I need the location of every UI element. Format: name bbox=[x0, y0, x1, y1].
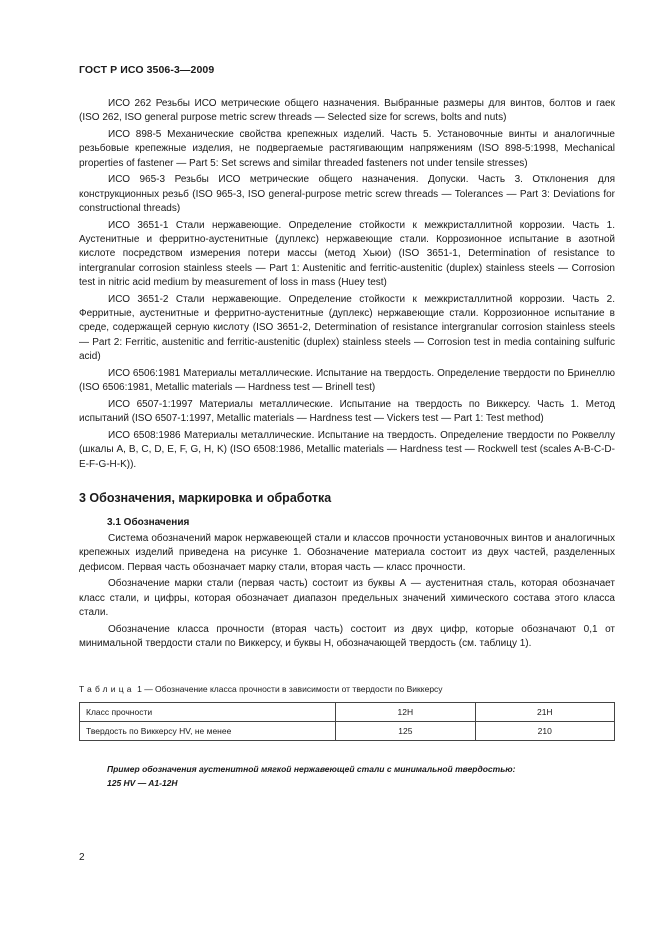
reference-item: ИСО 262 Резьбы ИСО метрические общего назначения. Выбранные размеры для винтов, болтов и гаек (ISO 262, ISO general purpose metric screw threads — Selected size for screws, bolts and nuts) bbox=[79, 98, 615, 124]
table-row bbox=[80, 722, 615, 741]
strength-class-table bbox=[79, 702, 615, 741]
subsection-heading: 3.1 Обозначения bbox=[107, 517, 190, 528]
table-cell: 125 bbox=[336, 722, 475, 741]
paragraph: Обозначение марки стали (первая часть) состоит из буквы А — аустенитная сталь, которая обозначает класс стали, и цифры, которая обозначает диапазон предельных значений химического состава этого класса стали. bbox=[79, 578, 615, 618]
reference-item: ИСО 6507-1:1997 Материалы металлические. Испытание на твердость по Виккерсу. Часть 1. Метод испытаний (ISO 6507-1:1997, Metallic materials — Hardness test — Vickers test — Part 1: Test method) bbox=[79, 398, 615, 425]
table-caption-text: 1 — Обозначение класса прочности в зависимости от твердости по Виккерсу bbox=[137, 684, 443, 694]
table-caption-word: Таблица bbox=[79, 684, 135, 694]
normative-references bbox=[79, 97, 615, 474]
reference-item: ИСО 6508:1986 Материалы металлические. Испытание на твердость. Определение твердости по Роквеллу (шкалы A, B, C, D, E, F, G, H, K) (ISO 6508:1986, Metallic materials — Hardness test — Rockwell test (scales A-B-C-D-E-F-G-H-K)). bbox=[79, 430, 615, 470]
reference-item: ИСО 6506:1981 Материалы металлические. Испытание на твердость. Определение твердости по Бринеллю (ISO 6506:1981, Metallic materials — Hardness test — Brinell test) bbox=[79, 367, 615, 394]
reference-item: ИСО 898-5 Механические свойства крепежных изделий. Часть 5. Установочные винты и аналогичные резьбовые крепежные изделия, не подвергаемые растягивающим напряжениям (ISO 898-5:1998, Mechanical properties of fastener — Part 5: Set screws and similar threaded fasteners not under tensile stresses) bbox=[79, 129, 615, 169]
designation-text bbox=[79, 532, 615, 654]
reference-item: ИСО 965-3 Резьбы ИСО метрические общего назначения. Допуски. Часть 3. Отклонения для конструкционных резьб (ISO 965-3, ISO general-purpose metric screw threads — Tolerances — Part 3: Deviations for constructional threads) bbox=[79, 174, 615, 215]
example-designation: 125 HV — A1-12H bbox=[107, 778, 178, 788]
table-cell: 21H bbox=[475, 703, 614, 722]
section-heading: 3 Обозначения, маркировка и обработка bbox=[79, 491, 332, 505]
table-cell-label: Класс прочности bbox=[80, 703, 336, 722]
designation-example bbox=[107, 762, 617, 790]
table-cell: 12H bbox=[336, 703, 475, 722]
paragraph: Система обозначений марок нержавеющей стали и классов прочности установочных винтов и аналогичных крепежных изделий приведена на рисунке 1. Обозначение материала состоит из двух частей, разделенных дефисом. Первая часть обозначает марку стали, вторая часть — класс прочности. bbox=[79, 533, 615, 573]
paragraph: Обозначение класса прочности (вторая часть) состоит из двух цифр, которые обозначают 0,1 от минимальной твердости стали по Виккерсу, и буквы Н, обозначающей твердость (см. таблицу 1). bbox=[79, 623, 615, 650]
page-header: ГОСТ Р ИСО 3506-3—2009 bbox=[79, 64, 215, 76]
table-caption bbox=[79, 684, 443, 694]
table-row bbox=[80, 703, 615, 722]
table-cell-label: Твердость по Виккерсу HV, не менее bbox=[80, 722, 336, 741]
table-cell: 210 bbox=[475, 722, 614, 741]
page-number: 2 bbox=[79, 852, 85, 863]
example-line: Пример обозначения аустенитной мягкой нержавеющей стали с минимальной твердостью: bbox=[107, 764, 516, 774]
reference-item: ИСО 3651-1 Стали нержавеющие. Определение стойкости к межкристаллитной коррозии. Часть 1. Аустенитные и ферритно-аустенитные (дуплекс) нержавеющие стали. Коррозионное испытание в азотной кислоте посредством измерения потери массы (метод Хьюи) (ISO 3651-1, Determination of resistance to intergranular corrosion stainless steels — Part 1: Austenitic and ferritic-austenitic (duplex) stainless steels — Corrosion test in nitric acid medium by measurement of loss in mass (Huey test) bbox=[79, 219, 615, 289]
reference-item: ИСО 3651-2 Стали нержавеющие. Определение стойкости к межкристаллитной коррозии. Часть 2. Ферритные, аустенитные и ферритно-аустенитные (дуплекс) нержавеющие стали. Коррозионное испытание в среде, содержащей серную кислоту (ISO 3651-2, Determination of resistance intergranular corrosion stainless steels — Part 2: Ferritic, austenitic and ferritic-austenitic (duplex) stainless steels — Corrosion test in media containing sulfuric acid) bbox=[79, 293, 615, 363]
